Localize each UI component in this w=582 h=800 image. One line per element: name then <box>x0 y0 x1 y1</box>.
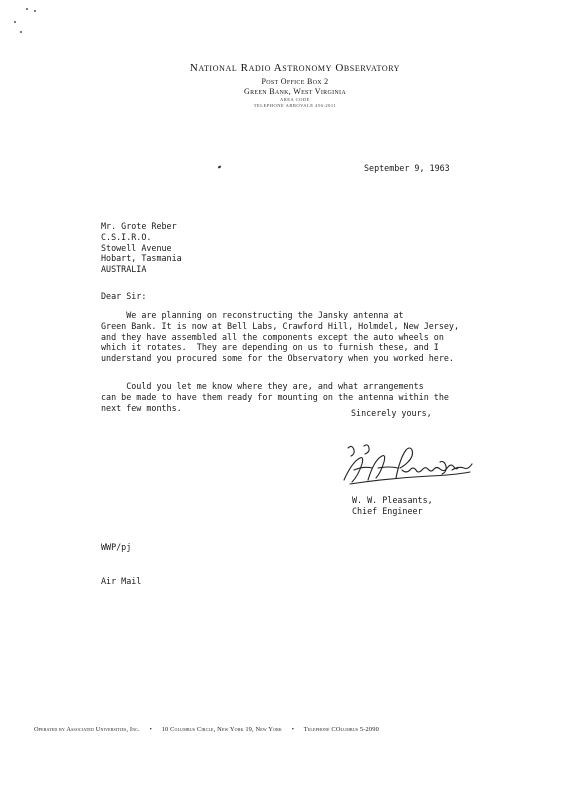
footer-address: 10 Columbus Circle, New York 19, New York <box>161 726 282 733</box>
handwritten-signature <box>340 440 480 490</box>
scan-specks <box>8 8 48 38</box>
mail-note: Air Mail <box>101 576 142 586</box>
recipient-line: Stowell Avenue <box>101 242 172 253</box>
letterhead-small-line1: AREA CODE <box>280 97 310 102</box>
recipient-line: C.S.I.R.O. <box>101 231 152 242</box>
body-line: understand you procured some for the Observatory when you worked here. <box>101 353 454 364</box>
letterhead-address-line2: Green Bank, West Virginia <box>244 87 346 96</box>
recipient-address <box>101 221 182 275</box>
letterhead-organization: National Radio Astronomy Observatory <box>189 62 401 74</box>
body-line: next few months. <box>101 402 182 413</box>
letterhead <box>150 62 440 109</box>
recipient-line: Hobart, Tasmania <box>101 253 182 264</box>
closing: Sincerely yours, <box>351 408 432 418</box>
reference-initials: WWP/pj <box>101 542 132 552</box>
signer-name: W. W. Pleasants, <box>352 495 433 505</box>
footer-separator: • <box>291 726 295 733</box>
recipient-line: Mr. Grote Reber <box>101 221 177 231</box>
signer-block <box>352 495 433 517</box>
body-line: can be made to have them ready for mounting on the antenna within the <box>101 391 449 402</box>
letter-date: September 9, 1963 <box>364 163 450 173</box>
body-line: and they have assembled all the components except the auto wheels on <box>101 331 444 342</box>
ink-mark <box>218 165 222 168</box>
body-line: Could you let me know where they are, and what arrangements <box>101 381 424 391</box>
recipient-line: AUSTRALIA <box>101 264 147 275</box>
footer-operator: Operated by Associated Universities, Inc. <box>34 726 140 733</box>
salutation: Dear Sir: <box>101 291 147 301</box>
footer-separator: • <box>149 726 152 733</box>
letterhead-small-line2: TELEPHONE ARBOVALE 456-2011 <box>253 103 337 108</box>
letterhead-address-line1: Post Office Box 2 <box>261 77 329 86</box>
footer-telephone: Telephone COlumbus 5-2090 <box>303 726 379 733</box>
body-paragraph-1 <box>101 310 459 364</box>
signer-title: Chief Engineer <box>352 505 423 516</box>
body-line: We are planning on reconstructing the Jansky antenna at <box>101 310 404 320</box>
body-line: which it rotates. They are depending on us to furnish these, and I <box>101 342 439 353</box>
footer <box>34 726 554 733</box>
body-line: Green Bank. It is now at Bell Labs, Crawford Hill, Holmdel, New Jersey, <box>101 320 459 331</box>
